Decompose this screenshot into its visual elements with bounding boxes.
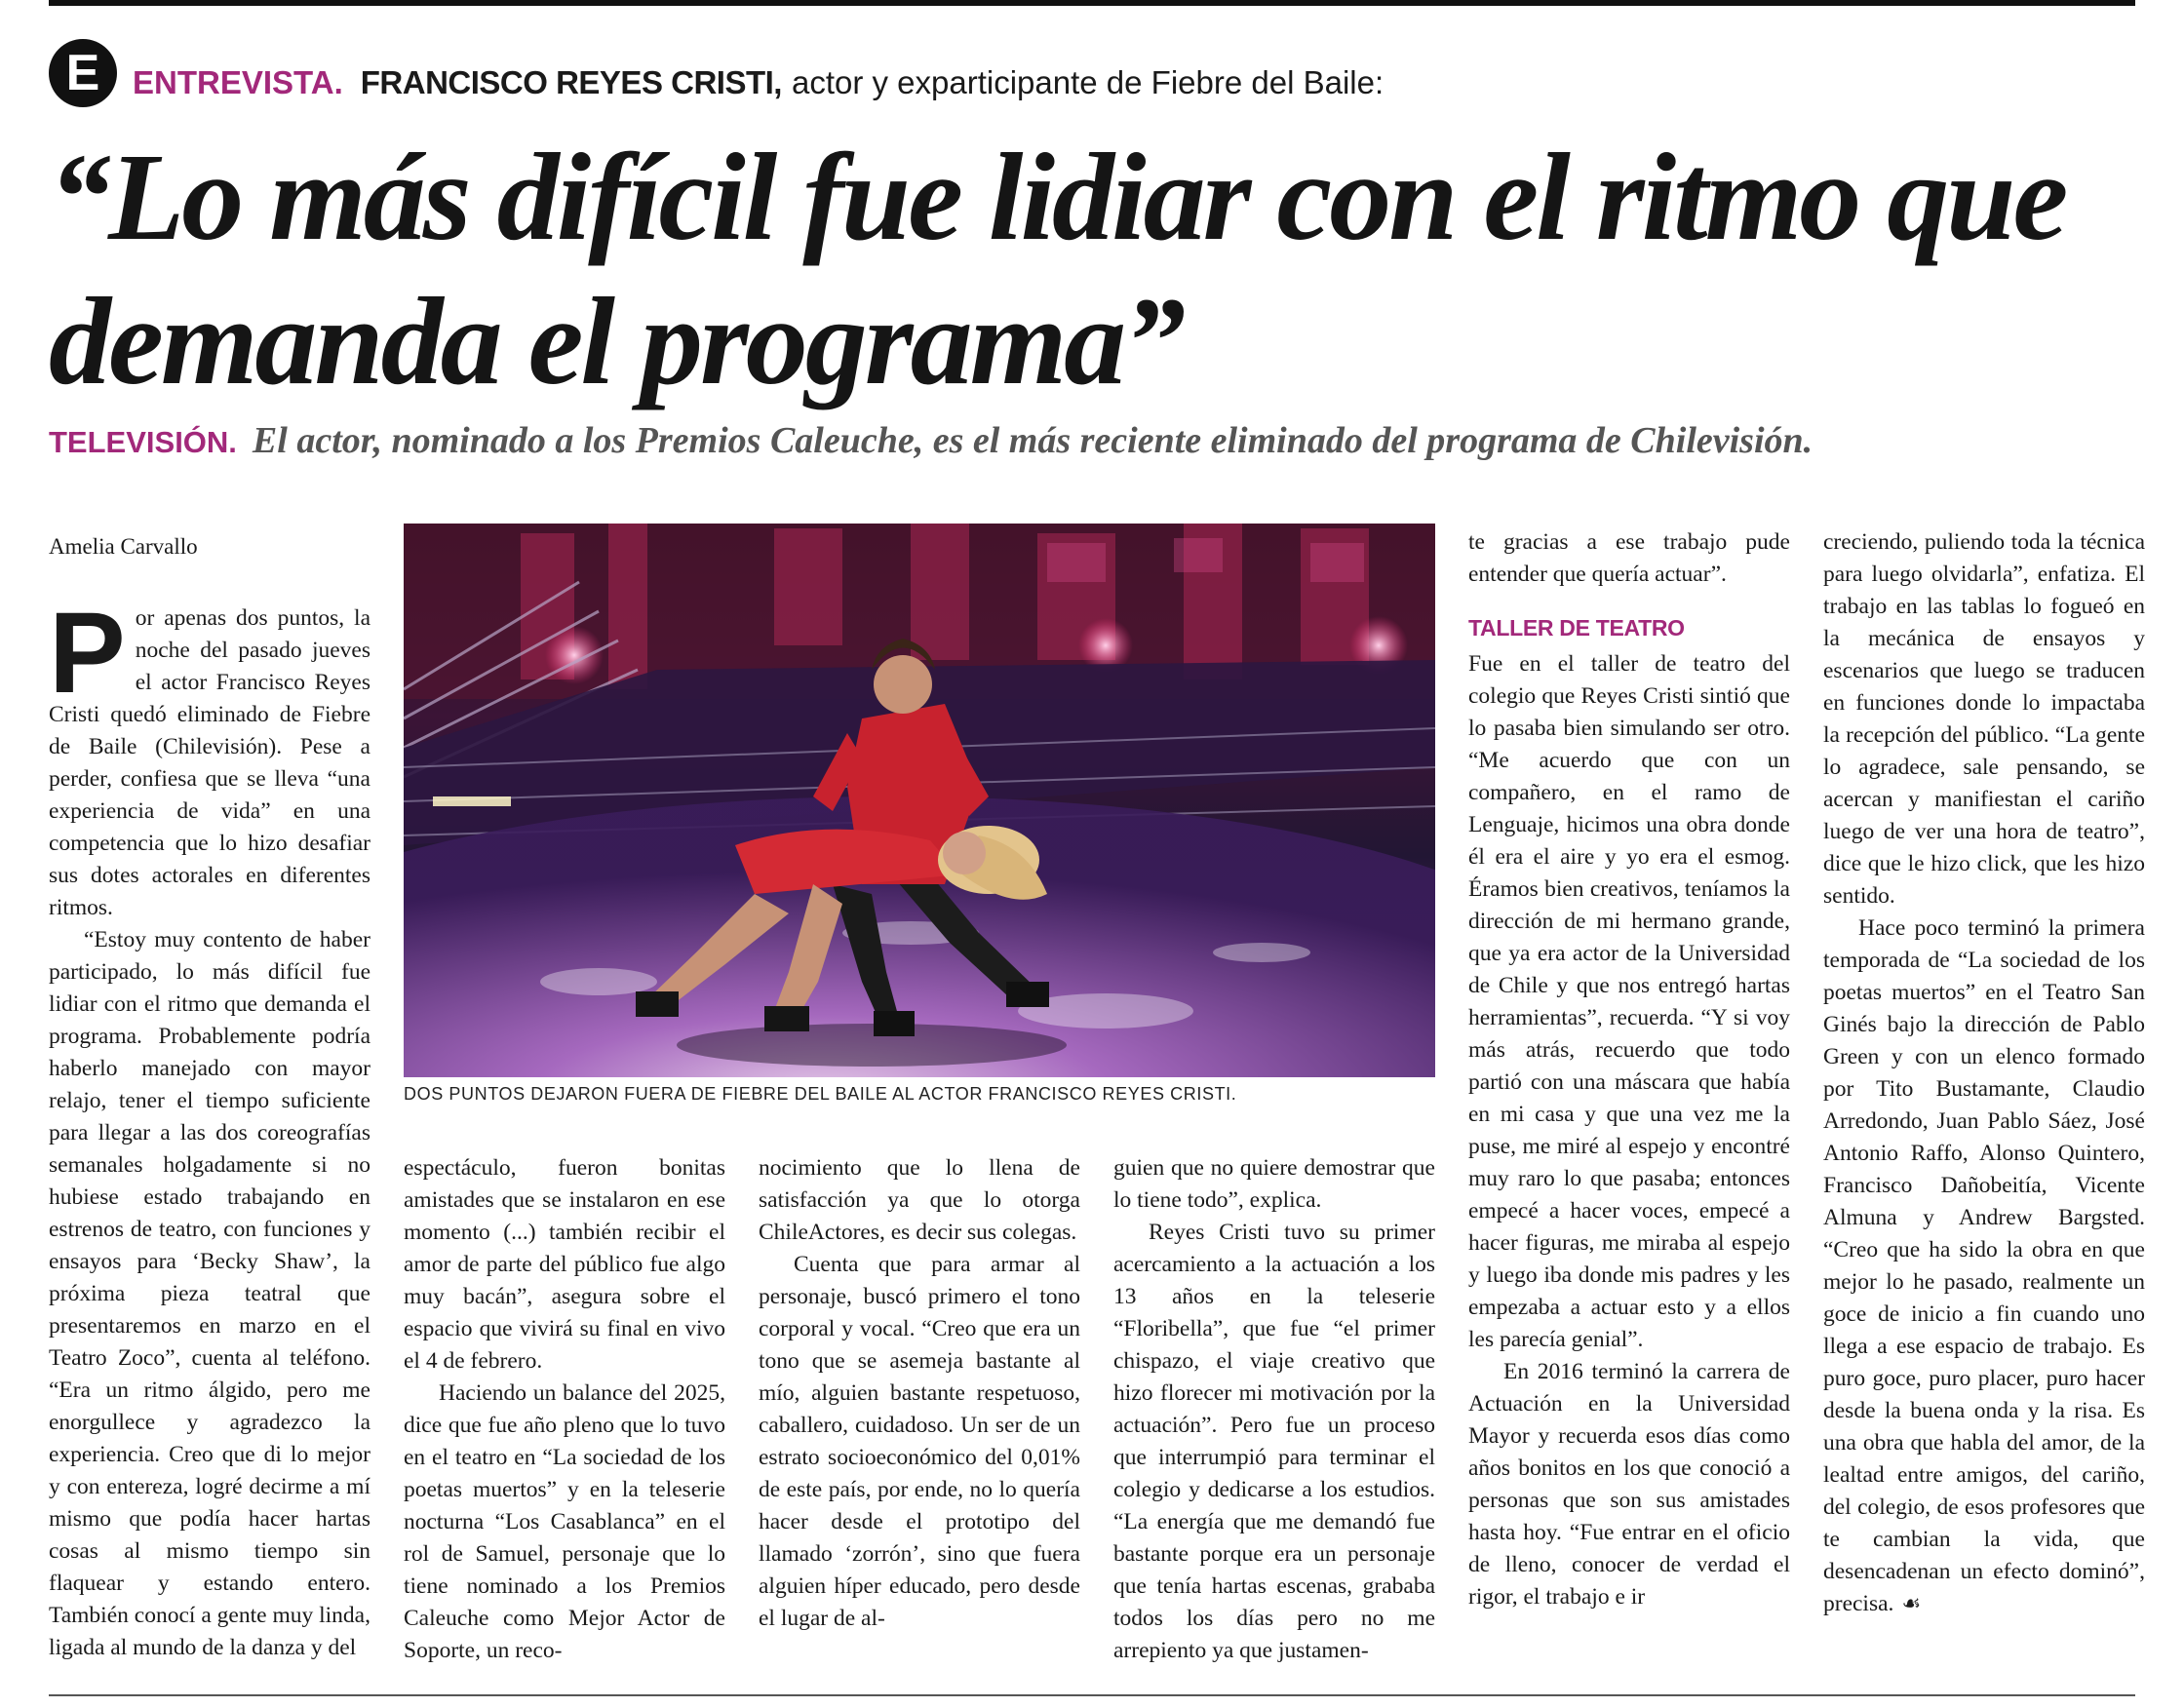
dek-text: El actor, nominado a los Premios Caleuche, es el más reciente eliminado del programa de Chilevisión. (252, 420, 1814, 461)
paragraph: “Estoy muy contento de haber participado, lo más difícil fue lidiar con el ritmo que demanda el programa. Probablemente podría haberlo manejado con mayor relajo, tener el tiempo suficiente para llegar a las dos coreografías semanales holgadamente si no hubiese estado trabajando en estrenos de teatro, con funciones y ensayos para ‘Becky Shaw’, la próxima pieza teatral que presentaremos en marzo en el Teatro Zoco”, cuenta al teléfono. “Era un ritmo álgido, pero me enorgullece y agradezco la experiencia. Creo que di lo mejor y con entereza, logré decirme a mí mismo que podía hacer hartas cosas al mismo tiempo sin flaquear y estando entero. También conocí a gente muy linda, ligada al mundo de la danza y del (49, 927, 370, 1660)
dek-section: TELEVISIÓN. (49, 425, 237, 459)
paragraph: Fue en el taller de teatro del colegio que Reyes Cristi sintió que lo pasaba bien simulando ser otro. “Me acuerdo que con un compañero, en el ramo de Lenguaje, hicimos una obra donde él era el aire y yo era el esmog. Éramos bien creativos, teníamos la dirección de mi hermano grande, que ya era actor de la Universidad de Chile y que nos entregó hartas herramientas”, recuerda. “Y si voy más atrás, recuerdo que todo partió con una máscara que había en mi casa y que una vez me la puse, me miré al espejo y encontré muy raro lo que pasaba; entonces empecé a hacer voces, empecé a hacer figuras, me miraba al espejo y luego iba donde mis padres y les empezaba a actuar esto y a ellos les parecía genial”. (1468, 651, 1790, 1352)
article-column-1 (49, 589, 370, 1664)
paragraph: Reyes Cristi tuvo su primer acercamiento a la actuación a los 13 años en la teleserie “Floribella”, que fue “el primer chispazo, el viaje creativo que hizo florecer mi motivación por la actuación”. Pero fue un proceso que interrumpió para terminar el colegio y dedicarse a los estudios. “La energía que me demandó fue bastante porque era un personaje que tenía hartas escenas, grababa todos los días pero no me arrepiento ya que justamen- (1113, 1220, 1435, 1663)
drop-cap: P (49, 589, 126, 718)
article-column-6 (1823, 526, 2145, 1620)
paragraph: creciendo, puliendo toda la técnica para luego olvidarla”, enfatiza. El trabajo en las tablas lo fogueó en la mecánica de ensayos y escenarios que luego se traducen en funciones donde lo impactaba la recepción del público. “La gente lo agradece, sale pensando, se acercan y manifiestan el cariño luego de ver una hora de teatro”, dice que le hizo click, que les hizo sentido. (1823, 529, 2145, 909)
paragraph-text: Hace poco terminó la primera temporada de “La sociedad de los poetas muertos” en el Teatro San Ginés bajo la dirección de Pablo Green y con un elenco formado por Tito Bustamante, Claudio Arredondo, Juan Pablo Sáez, José Antonio Raffo, Alonso Quintero, Francisco Dañobeitía, Vicente Almuna y Andrew Bargsted. “Creo que ha sido la obra en que mejor lo he pasado, realmente un goce de inicio a fin cuando uno llega a ese espacio de trabajo. Es puro goce, puro placer, puro hacer desde la buena onda y la risa. Es una obra que habla del amor, de la lealtad entre amigos, del cariño, del colegio, de esos profesores que te cambian la vida, que desencadenan un efecto dominó”, precisa. (1823, 915, 2145, 1616)
dance-photo-illustration (404, 524, 1435, 1077)
headline: “Lo más difícil fue lidiar con el ritmo que demanda el programa” (49, 128, 2066, 410)
paragraph: espectáculo, fueron bonitas amistades que se instalaron en ese momento (...) también recibir el amor de parte del público fue algo muy bacán”, asegura sobre el espacio que vivirá su final en vivo el 4 de febrero. (404, 1155, 725, 1374)
article-column-3 (759, 1152, 1080, 1635)
article-photo (404, 524, 1435, 1077)
paragraph: guien que no quiere demostrar que lo tiene todo”, explica. (1113, 1155, 1435, 1213)
kicker-row (49, 39, 1384, 107)
paragraph: En 2016 terminó la carrera de Actuación en la Universidad Mayor y recuerda esos días como años bonitos en los que conoció a personas que son sus amistades hasta hoy. “Fue entrar en el oficio de lleno, conocer de verdad el rigor, el trabajo e ir (1468, 1359, 1790, 1610)
article-column-5 (1468, 526, 1790, 1613)
paragraph (49, 589, 370, 924)
paragraph: Cuenta que para armar al personaje, buscó primero el tono corporal y vocal. “Creo que era un tono que se asemeja bastante al mío, alguien bastante respetuoso, caballero, cuidadoso. Un ser de un estrato socioeconómico del 0,01% de este país, por ende, no lo quería hacer desde el prototipo del llamado ‘zorrón’, sino que fuera alguien híper educado, pero desde el lugar de al- (759, 1252, 1080, 1631)
byline: Amelia Carvallo (49, 534, 198, 559)
subhead: TALLER DE TEATRO (1468, 615, 1685, 640)
top-rule (49, 0, 2135, 6)
article-column-4 (1113, 1152, 1435, 1667)
kicker-rest: actor y exparticipante de Fiebre del Baile: (791, 64, 1384, 100)
paragraph (1823, 912, 2145, 1620)
end-mark-icon: ☙ (1901, 1592, 1922, 1616)
bottom-rule (49, 1694, 2135, 1696)
kicker-section: ENTREVISTA. (133, 64, 343, 100)
dek (49, 419, 2155, 462)
paragraph: Haciendo un balance del 2025, dice que fue año pleno que lo tuvo en el teatro en “La sociedad de los poetas muertos” y en la teleserie nocturna “Los Casablanca” en el rol de Samuel, personaje que lo tiene nominado a los Premios Caleuche como Mejor Actor de Soporte, un reco- (404, 1380, 725, 1663)
photo-caption: DOS PUNTOS DEJARON FUERA DE FIEBRE DEL BAILE AL ACTOR FRANCISCO REYES CRISTI. (404, 1084, 1237, 1104)
paragraph-text: or apenas dos puntos, la noche del pasado jueves el actor Francisco Reyes Cristi quedó eliminado de Fiebre de Baile (Chilevisión). Pese a perder, confiesa que se lleva “una experiencia de vida” en una competencia que lo hizo desafiar sus dotes actorales en diferentes ritmos. (49, 605, 370, 920)
kicker-name: FRANCISCO REYES CRISTI, (360, 64, 782, 100)
paragraph: te gracias a ese trabajo pude entender que quería actuar”. (1468, 529, 1790, 587)
section-badge: E (49, 39, 117, 107)
paragraph: nocimiento que lo llena de satisfacción ya que lo otorga ChileActores, es decir sus colegas. (759, 1155, 1080, 1245)
article-column-2 (404, 1152, 725, 1667)
